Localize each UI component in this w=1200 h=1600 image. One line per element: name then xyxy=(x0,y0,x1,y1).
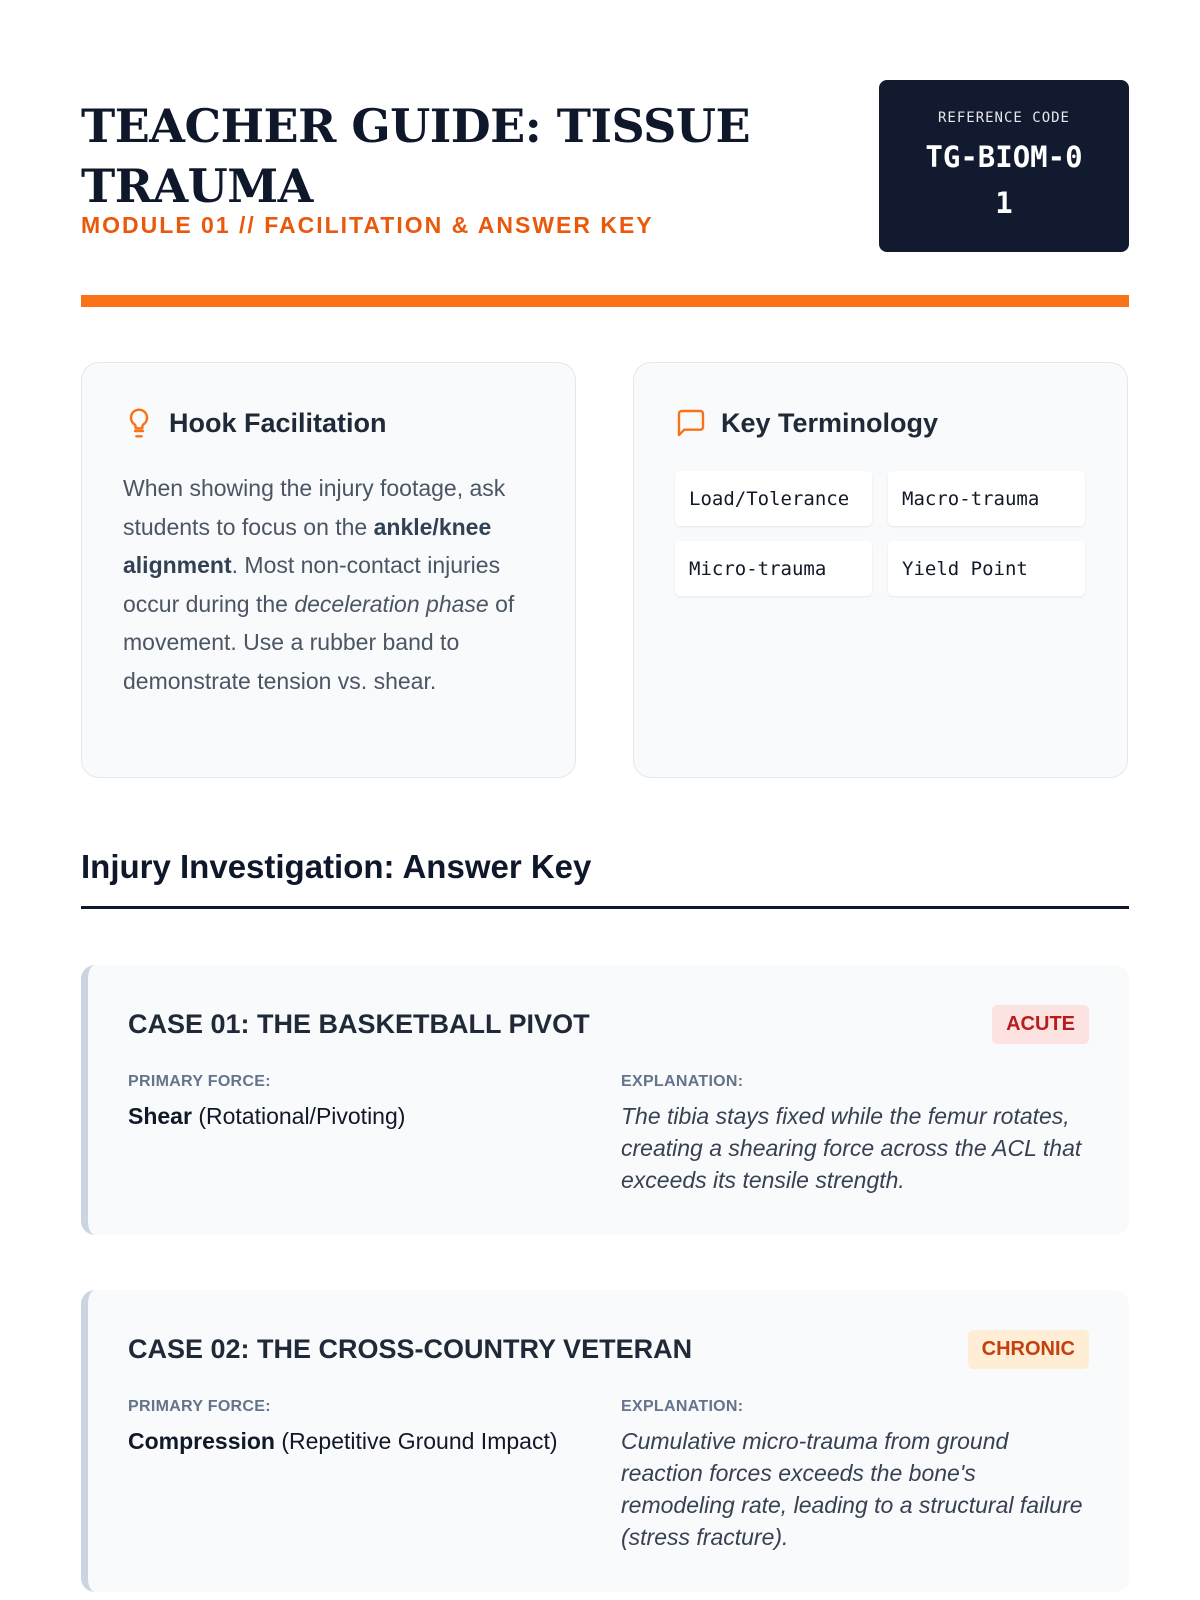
hook-text-part-3: of movement. Use a rubber band to demonstrate tension vs. shear. xyxy=(123,590,515,694)
primary-force-type: Shear xyxy=(128,1103,192,1129)
message-square-icon xyxy=(675,407,707,439)
case-title: CASE 02: THE CROSS-COUNTRY VETERAN xyxy=(128,1334,693,1364)
case-card xyxy=(81,965,1129,1235)
term-chip: Micro-trauma xyxy=(675,541,872,596)
hook-text-part-1: When showing the injury footage, ask students to focus on the xyxy=(123,475,506,540)
case-type-badge: ACUTE xyxy=(992,1005,1089,1044)
answer-key-heading: Injury Investigation: Answer Key xyxy=(81,848,592,885)
hook-facilitation-card xyxy=(81,362,576,778)
primary-force-detail: (Rotational/Pivoting) xyxy=(191,1103,406,1129)
case-card xyxy=(81,1290,1129,1592)
explanation-label: EXPLANATION: xyxy=(621,1073,744,1090)
hook-card-header xyxy=(123,407,387,439)
primary-force-label: PRIMARY FORCE: xyxy=(128,1398,271,1415)
answer-key-divider xyxy=(81,906,1129,909)
terminology-list xyxy=(675,471,1087,596)
primary-force-value xyxy=(128,1425,598,1457)
hook-text-emphasis: ankle/knee alignment xyxy=(123,513,492,578)
explanation-text: The tibia stays fixed while the femur rotates, creating a shearing force across the ACL that exceeds its tensile strength. xyxy=(621,1103,1082,1193)
header-divider xyxy=(81,295,1129,307)
primary-force-label: PRIMARY FORCE: xyxy=(128,1073,271,1090)
terminology-card-title: Key Terminology xyxy=(721,407,939,438)
term-chip: Macro-trauma xyxy=(888,471,1085,526)
explanation-label: EXPLANATION: xyxy=(621,1398,744,1415)
terminology-card-header xyxy=(675,407,938,439)
case-title: CASE 01: THE BASKETBALL PIVOT xyxy=(128,1009,590,1039)
hook-instructions xyxy=(123,469,523,700)
primary-force-detail: (Repetitive Ground Impact) xyxy=(274,1428,558,1454)
hook-text-part-2: . Most non-contact injuries occur during the xyxy=(123,552,501,617)
header xyxy=(81,80,1129,255)
case-type-badge: CHRONIC xyxy=(968,1330,1089,1369)
reference-code-box xyxy=(879,80,1129,252)
lightbulb-icon xyxy=(123,407,155,439)
hook-card-title: Hook Facilitation xyxy=(169,407,387,438)
reference-code-value: TG-BIOM-01 xyxy=(925,140,1083,220)
page-subtitle: MODULE 01 // FACILITATION & ANSWER KEY xyxy=(81,212,654,238)
primary-force-type: Compression xyxy=(128,1428,275,1454)
page-title: TEACHER GUIDE: TISSUE TRAUMA xyxy=(81,99,751,213)
term-chip: Yield Point xyxy=(888,541,1085,596)
key-terminology-card xyxy=(633,362,1128,778)
reference-code-label: REFERENCE CODE xyxy=(937,110,1070,126)
primary-force-value xyxy=(128,1100,598,1132)
term-chip: Load/Tolerance xyxy=(675,471,872,526)
hook-text-italic: deceleration phase xyxy=(294,590,489,617)
explanation-text: Cumulative micro-trauma from ground reaction forces exceeds the bone's remodeling rate, leading to a structural failure (stress fracture). xyxy=(621,1428,1083,1550)
